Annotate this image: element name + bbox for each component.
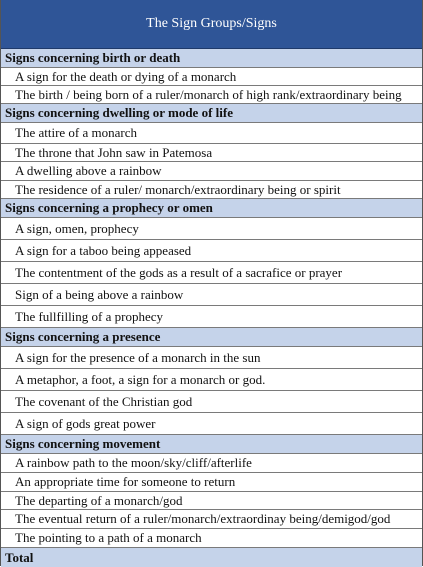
table-row: The eventual return of a ruler/monarch/extraordinay being/demigod/god xyxy=(1,510,422,529)
table-row: The covenant of the Christian god xyxy=(1,391,422,413)
table-row: A metaphor, a foot, a sign for a monarch or god. xyxy=(1,369,422,391)
table-row: A rainbow path to the moon/sky/cliff/afterlife xyxy=(1,454,422,473)
table-row: An appropriate time for someone to return xyxy=(1,473,422,492)
table-row: The contentment of the gods as a result of a sacrafice or prayer xyxy=(1,262,422,284)
group-row-dwelling: Signs concerning dwelling or mode of life xyxy=(1,104,422,123)
table-title: The Sign Groups/Signs xyxy=(146,16,277,31)
table-row: A sign for the presence of a monarch in the sun xyxy=(1,347,422,369)
table-header xyxy=(1,0,422,49)
table-row: The throne that John saw in Patemosa xyxy=(1,144,422,162)
table-row: A sign of gods great power xyxy=(1,413,422,435)
table-row: The pointing to a path of a monarch xyxy=(1,529,422,548)
table-row: Sign of a being above a rainbow xyxy=(1,284,422,306)
table-row: A sign, omen, prophecy xyxy=(1,218,422,240)
group-row-presence: Signs concerning a presence xyxy=(1,328,422,347)
group-row-birth-death: Signs concerning birth or death xyxy=(1,49,422,68)
table-row: The residence of a ruler/ monarch/extraordinary being or spirit xyxy=(1,181,422,199)
table-row: A dwelling above a rainbow xyxy=(1,162,422,181)
table-row: The birth / being born of a ruler/monarch of high rank/extraordinary being xyxy=(1,86,422,104)
table-row: The attire of a monarch xyxy=(1,123,422,144)
table-row: The fullfilling of a prophecy xyxy=(1,306,422,328)
table-row: The departing of a monarch/god xyxy=(1,492,422,510)
table-row: A sign for the death or dying of a monarch xyxy=(1,68,422,86)
table-row: A sign for a taboo being appeased xyxy=(1,240,422,262)
group-row-prophecy: Signs concerning a prophecy or omen xyxy=(1,199,422,218)
group-row-movement: Signs concerning movement xyxy=(1,435,422,454)
total-row: Total xyxy=(1,548,422,567)
